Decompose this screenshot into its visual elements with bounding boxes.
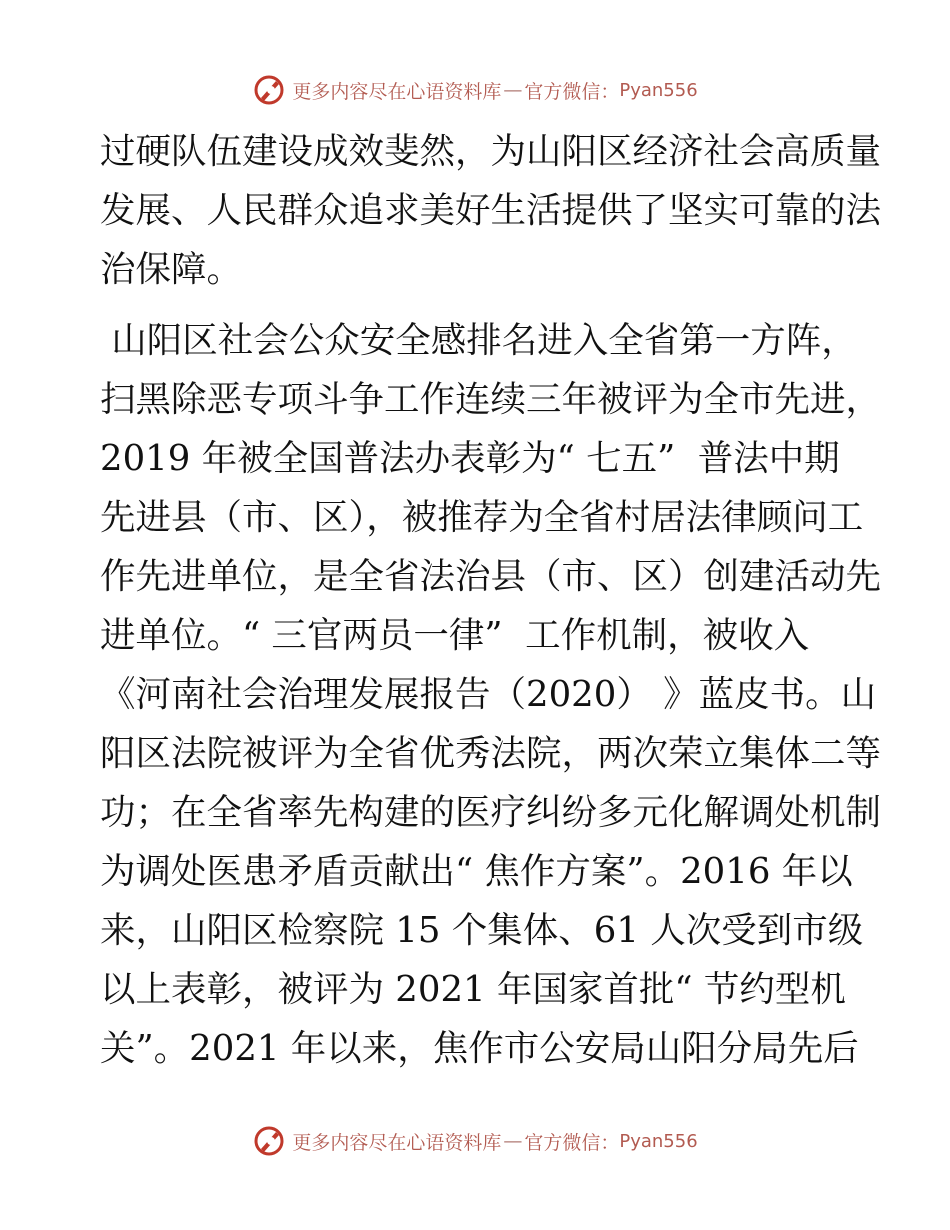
header-banner-separator: — xyxy=(503,79,523,101)
header-banner-text: 更多内容尽在心语资料库 xyxy=(292,80,502,103)
header-banner-suffix: 官方微信： xyxy=(524,80,620,103)
text-line: 《河南社会治理发展报告（2020） 》蓝皮书。山 xyxy=(100,674,877,715)
footer-banner xyxy=(0,1123,950,1159)
paragraph-2 xyxy=(100,311,882,1078)
text-line: 进单位。“ 三官两员一律” 工作机制，被收入 xyxy=(100,615,810,656)
text-line: 以上表彰，被评为 2021 年国家首批“ 节约型机 xyxy=(100,969,846,1010)
text-line: 过硬队伍建设成效斐然，为山阳区经济社会高质量 xyxy=(100,131,882,172)
pen-circle-logo-icon xyxy=(252,73,286,107)
text-line: 作先进单位，是全省法治县（市、区）创建活动先 xyxy=(100,556,882,597)
document-body xyxy=(100,122,882,1078)
pen-circle-logo-icon xyxy=(252,1124,286,1158)
paragraph-1 xyxy=(100,122,882,299)
text-line: 功；在全省率先构建的医疗纠纷多元化解调处机制 xyxy=(100,792,882,833)
header-wechat-id: Pyan556 xyxy=(619,79,698,101)
text-line: 为调处医患矛盾贡献出“ 焦作方案”。2016 年以 xyxy=(100,851,853,892)
text-line: 2019 年被全国普法办表彰为“ 七五” 普法中期 xyxy=(100,438,840,479)
text-line: 来，山阳区检察院 15 个集体、61 人次受到市级 xyxy=(100,910,864,951)
footer-banner-suffix: 官方微信： xyxy=(524,1131,620,1154)
footer-banner-separator: — xyxy=(503,1130,523,1152)
footer-wechat-id: Pyan556 xyxy=(619,1130,698,1152)
footer-banner-text: 更多内容尽在心语资料库 xyxy=(292,1131,502,1154)
header-banner xyxy=(0,72,950,108)
text-line: 发展、人民群众追求美好生活提供了坚实可靠的法 xyxy=(100,190,882,231)
text-line: 山阳区社会公众安全感排名进入全省第一方阵， xyxy=(100,320,857,361)
text-line: 治保障。 xyxy=(100,249,243,290)
text-line: 先进县（市、区），被推荐为全省村居法律顾问工 xyxy=(100,497,864,538)
text-line: 阳区法院被评为全省优秀法院，两次荣立集体二等 xyxy=(100,733,882,774)
text-line: 扫黑除恶专项斗争工作连续三年被评为全市先进， xyxy=(100,379,882,420)
text-line: 关”。2021 年以来，焦作市公安局山阳分局先后 xyxy=(100,1028,859,1069)
